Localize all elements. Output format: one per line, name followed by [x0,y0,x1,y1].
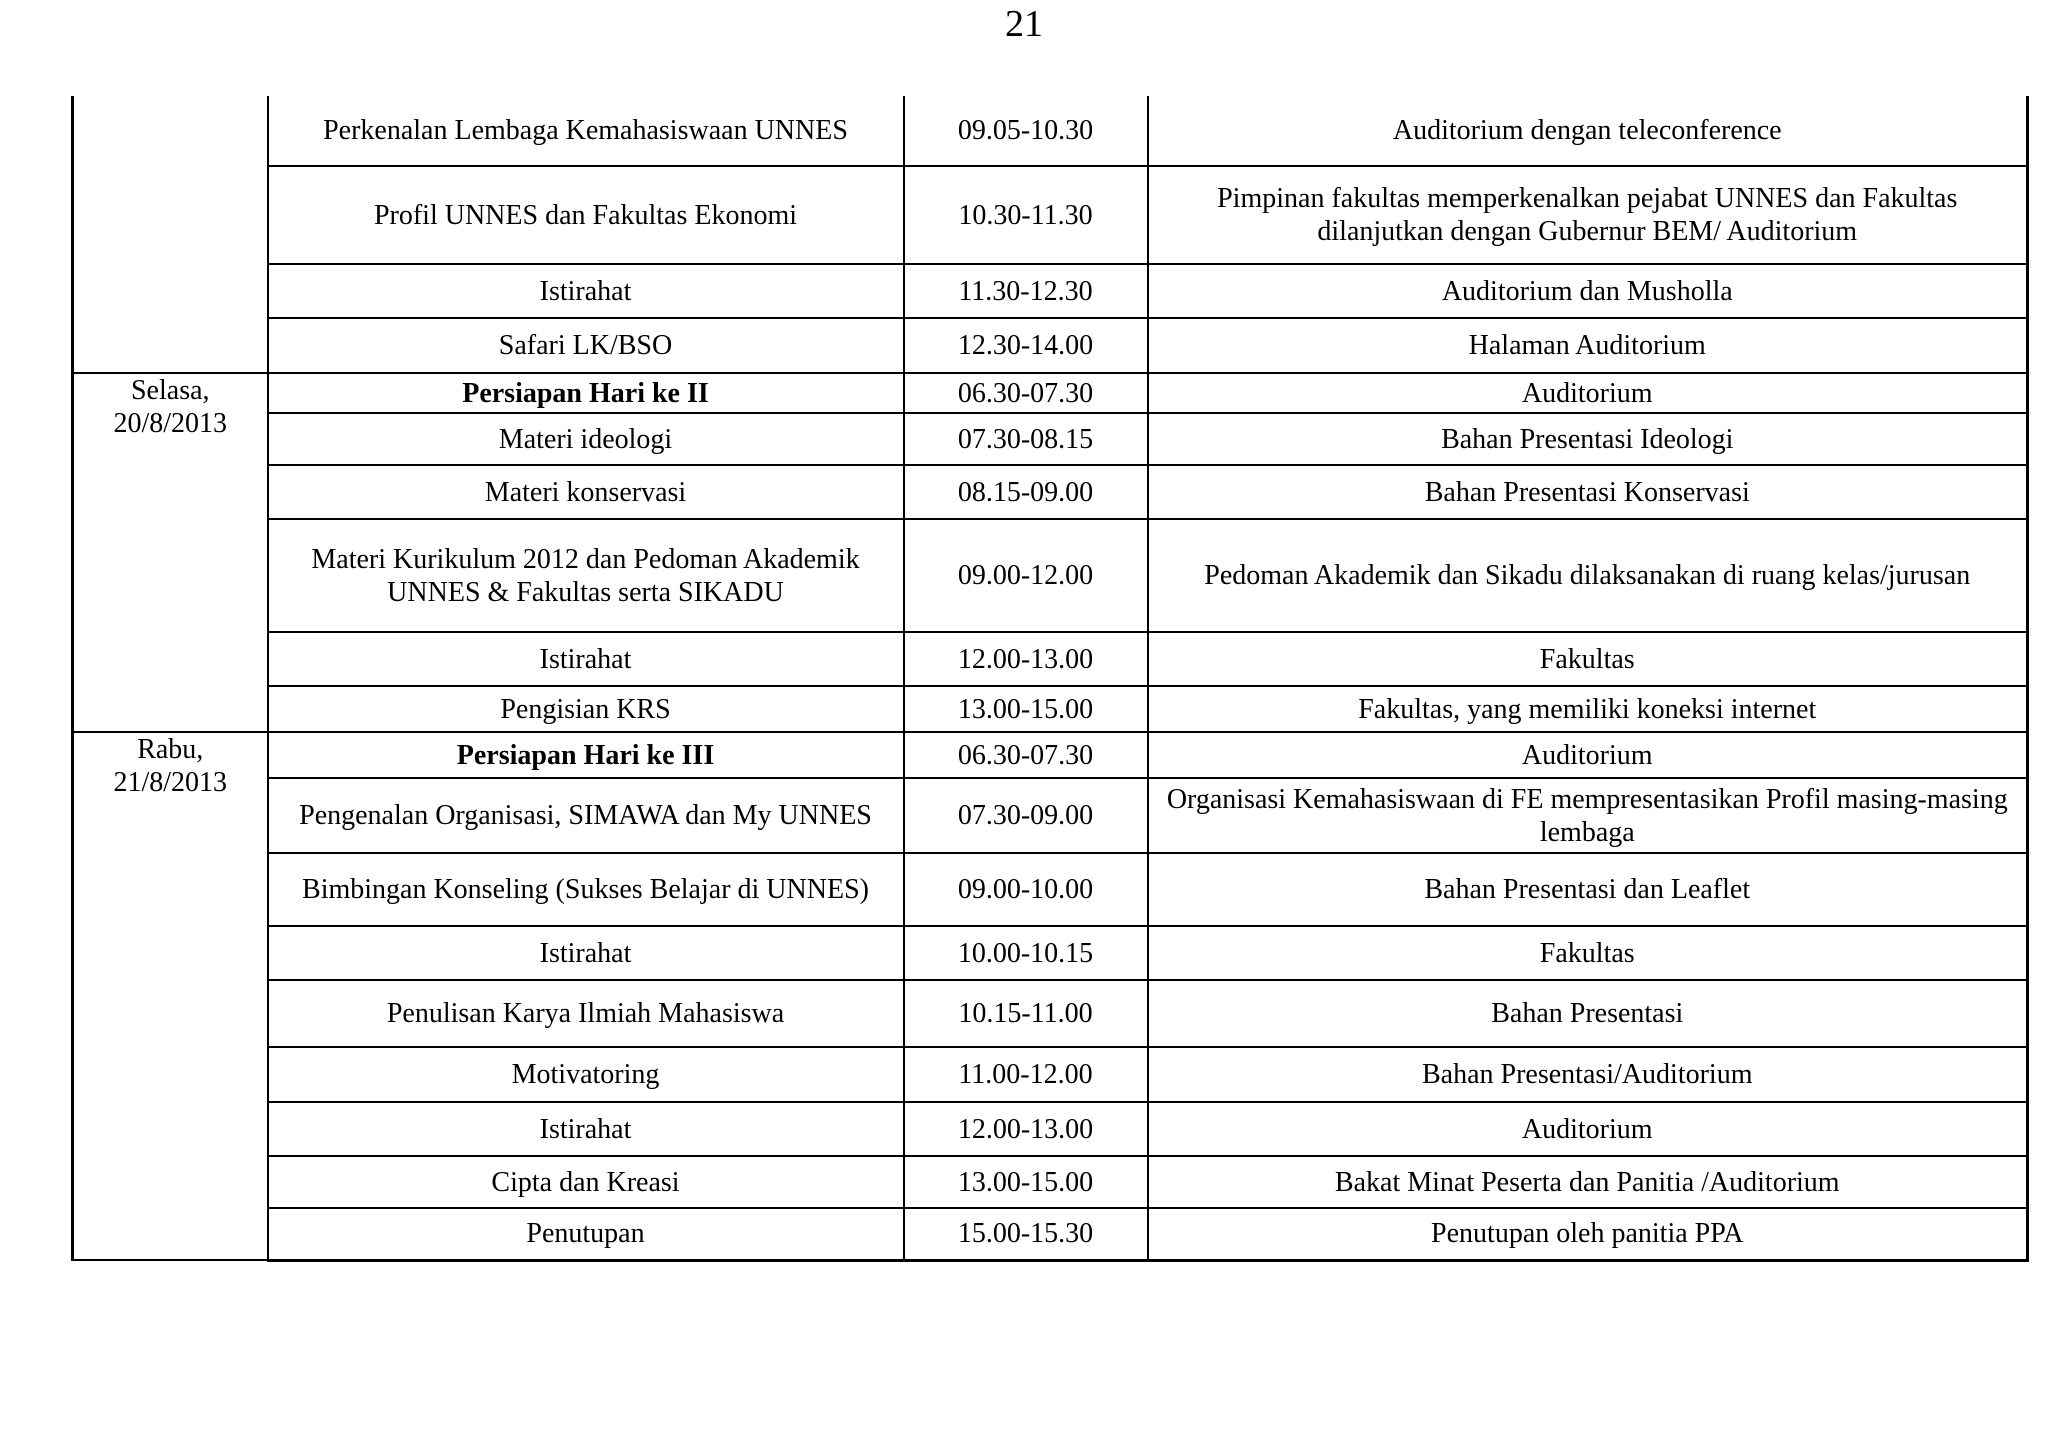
time-cell: 10.15-11.00 [904,980,1148,1047]
activity-cell: Istirahat [268,1102,904,1156]
activity-cell: Materi ideologi [268,413,904,465]
location-cell: Fakultas [1148,926,2028,980]
time-cell: 09.05-10.30 [904,96,1148,166]
schedule-body [73,96,2028,1260]
location-cell: Bahan Presentasi dan Leaflet [1148,853,2028,926]
schedule-row [73,1102,2028,1156]
schedule-row [73,1208,2028,1260]
time-cell: 07.30-09.00 [904,778,1148,853]
location-cell: Fakultas, yang memiliki koneksi internet [1148,686,2028,732]
time-cell: 11.00-12.00 [904,1047,1148,1102]
location-cell: Bahan Presentasi/Auditorium [1148,1047,2028,1102]
location-cell: Bakat Minat Peserta dan Panitia /Auditorium [1148,1156,2028,1208]
schedule-row [73,318,2028,373]
day-name: Rabu, [137,734,204,765]
time-cell: 10.00-10.15 [904,926,1148,980]
schedule-row [73,413,2028,465]
location-cell: Auditorium dan Musholla [1148,264,2028,318]
activity-cell: Persiapan Hari ke II [268,373,904,413]
time-cell: 06.30-07.30 [904,373,1148,413]
schedule-row [73,686,2028,732]
location-cell: Organisasi Kemahasiswaan di FE mempresentasikan Profil masing-masing lembaga [1148,778,2028,853]
location-cell: Penutupan oleh panitia PPA [1148,1208,2028,1260]
time-cell: 13.00-15.00 [904,1156,1148,1208]
location-cell: Auditorium dengan teleconference [1148,96,2028,166]
activity-cell: Persiapan Hari ke III [268,732,904,778]
day-cell [73,732,268,1260]
schedule-row [73,980,2028,1047]
time-cell: 13.00-15.00 [904,686,1148,732]
location-cell: Pimpinan fakultas memperkenalkan pejabat UNNES dan Fakultas dilanjutkan dengan Gubernur BEM/ Auditorium [1148,166,2028,264]
day-date: 20/8/2013 [113,408,228,439]
activity-cell: Cipta dan Kreasi [268,1156,904,1208]
activity-cell: Profil UNNES dan Fakultas Ekonomi [268,166,904,264]
schedule-row [73,853,2028,926]
day-name: Selasa, [130,375,210,406]
time-cell: 08.15-09.00 [904,465,1148,519]
schedule-row [73,926,2028,980]
activity-cell: Istirahat [268,632,904,686]
location-cell: Halaman Auditorium [1148,318,2028,373]
day-cell [73,373,268,732]
schedule-row [73,778,2028,853]
time-cell: 12.00-13.00 [904,1102,1148,1156]
location-cell: Bahan Presentasi [1148,980,2028,1047]
activity-cell: Pengisian KRS [268,686,904,732]
schedule-row [73,96,2028,166]
schedule-row [73,1156,2028,1208]
activity-cell: Penulisan Karya Ilmiah Mahasiswa [268,980,904,1047]
schedule-row [73,166,2028,264]
activity-cell: Materi Kurikulum 2012 dan Pedoman Akademik UNNES & Fakultas serta SIKADU [268,519,904,632]
day-date: 21/8/2013 [113,767,228,798]
schedule-row [73,373,2028,413]
activity-cell: Penutupan [268,1208,904,1260]
location-cell: Auditorium [1148,732,2028,778]
activity-cell: Bimbingan Konseling (Sukses Belajar di UNNES) [268,853,904,926]
time-cell: 06.30-07.30 [904,732,1148,778]
time-cell: 12.00-13.00 [904,632,1148,686]
schedule-row [73,632,2028,686]
time-cell: 09.00-10.00 [904,853,1148,926]
schedule-row [73,264,2028,318]
location-cell: Bahan Presentasi Ideologi [1148,413,2028,465]
location-cell: Pedoman Akademik dan Sikadu dilaksanakan di ruang kelas/jurusan [1148,519,2028,632]
location-cell: Bahan Presentasi Konservasi [1148,465,2028,519]
activity-cell: Materi konservasi [268,465,904,519]
time-cell: 10.30-11.30 [904,166,1148,264]
location-cell: Auditorium [1148,1102,2028,1156]
time-cell: 09.00-12.00 [904,519,1148,632]
location-cell: Fakultas [1148,632,2028,686]
activity-cell: Istirahat [268,264,904,318]
activity-cell: Pengenalan Organisasi, SIMAWA dan My UNNES [268,778,904,853]
time-cell: 12.30-14.00 [904,318,1148,373]
page-number: 21 [1005,3,1043,45]
activity-cell: Safari LK/BSO [268,318,904,373]
schedule-row [73,1047,2028,1102]
activity-cell: Istirahat [268,926,904,980]
time-cell: 11.30-12.30 [904,264,1148,318]
activity-cell: Perkenalan Lembaga Kemahasiswaan UNNES [268,96,904,166]
schedule-row [73,465,2028,519]
day-cell [73,96,268,373]
schedule-row [73,519,2028,632]
activity-cell: Motivatoring [268,1047,904,1102]
time-cell: 15.00-15.30 [904,1208,1148,1260]
time-cell: 07.30-08.15 [904,413,1148,465]
location-cell: Auditorium [1148,373,2028,413]
schedule-table [71,96,2029,1262]
schedule-row [73,732,2028,778]
